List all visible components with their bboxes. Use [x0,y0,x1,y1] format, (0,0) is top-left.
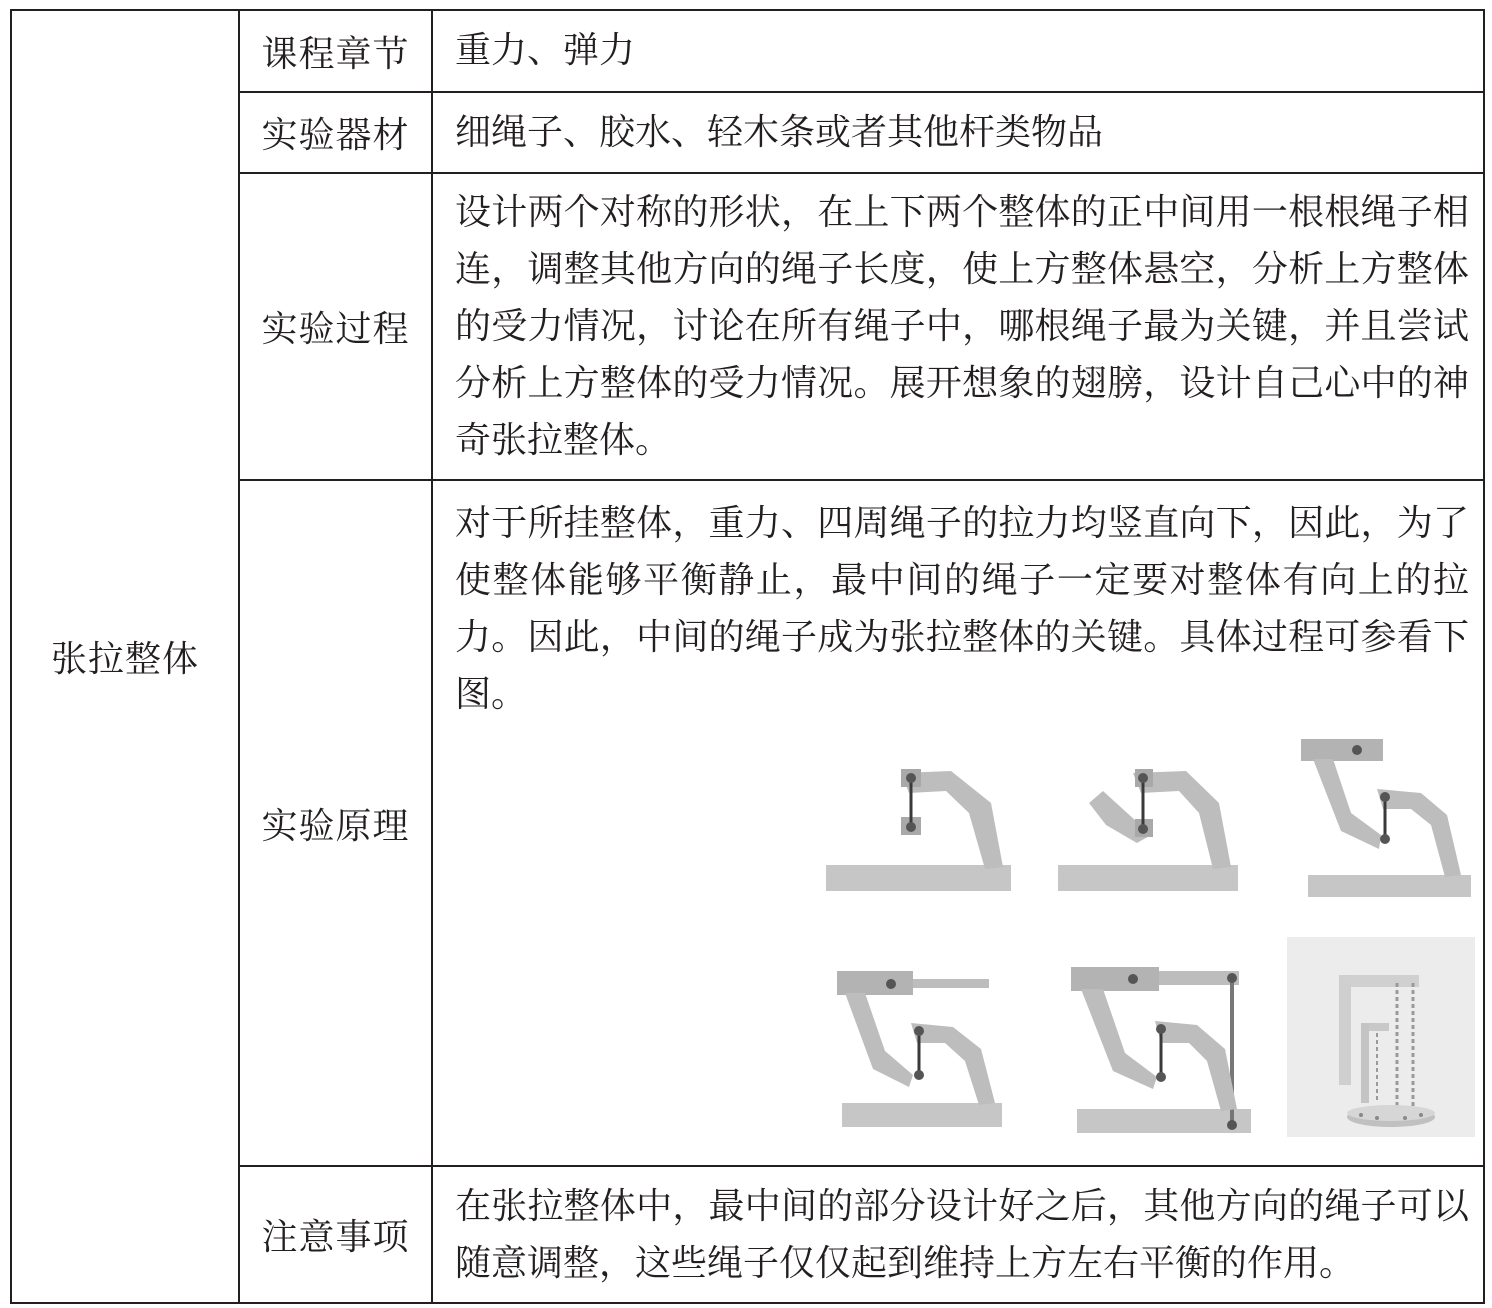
tensegrity-figure-2 [1058,769,1238,891]
tensegrity-figure-3 [1301,739,1471,897]
tensegrity-figure-5 [1071,967,1251,1133]
tensegrity-diagram [455,725,1475,1165]
label-materials: 实验器材 [239,92,432,173]
label-process: 实验过程 [239,173,432,480]
text-chapter: 重力、弹力 [432,10,1484,92]
tensegrity-model-photo [1287,937,1475,1137]
text-principle: 对于所挂整体，重力、四周绳子的拉力均竖直向下，因此，为了使整体能够平衡静止，最中间的绳子一定要对整体有向上的拉力。因此，中间的绳子成为张拉整体的关键。具体过程可参看下图。 [455,503,1469,715]
text-materials: 细绳子、胶水、轻木条或者其他杆类物品 [432,92,1484,173]
topic-cell: 张拉整体 [11,10,239,1303]
text-process: 设计两个对称的形状，在上下两个整体的正中间用一根根绳子相连，调整其他方向的绳子长度，使上方整体悬空，分析上方整体的受力情况，讨论在所有绳子中，哪根绳子最为关键，并且尝试分析上方整体的受力情况。展开想象的翅膀，设计自己心中的神奇张拉整体。 [432,173,1484,480]
text-notes: 在张拉整体中，最中间的部分设计好之后，其他方向的绳子可以随意调整，这些绳子仅仅起到维持上方左右平衡的作用。 [432,1166,1484,1303]
principle-cell [432,480,1484,1166]
label-principle: 实验原理 [239,480,432,1166]
tensegrity-figure-4 [837,971,1002,1127]
tensegrity-figures [455,725,1469,1165]
experiment-table [10,9,1485,1304]
tensegrity-figure-1 [826,769,1011,891]
label-notes: 注意事项 [239,1166,432,1303]
label-chapter: 课程章节 [239,10,432,92]
